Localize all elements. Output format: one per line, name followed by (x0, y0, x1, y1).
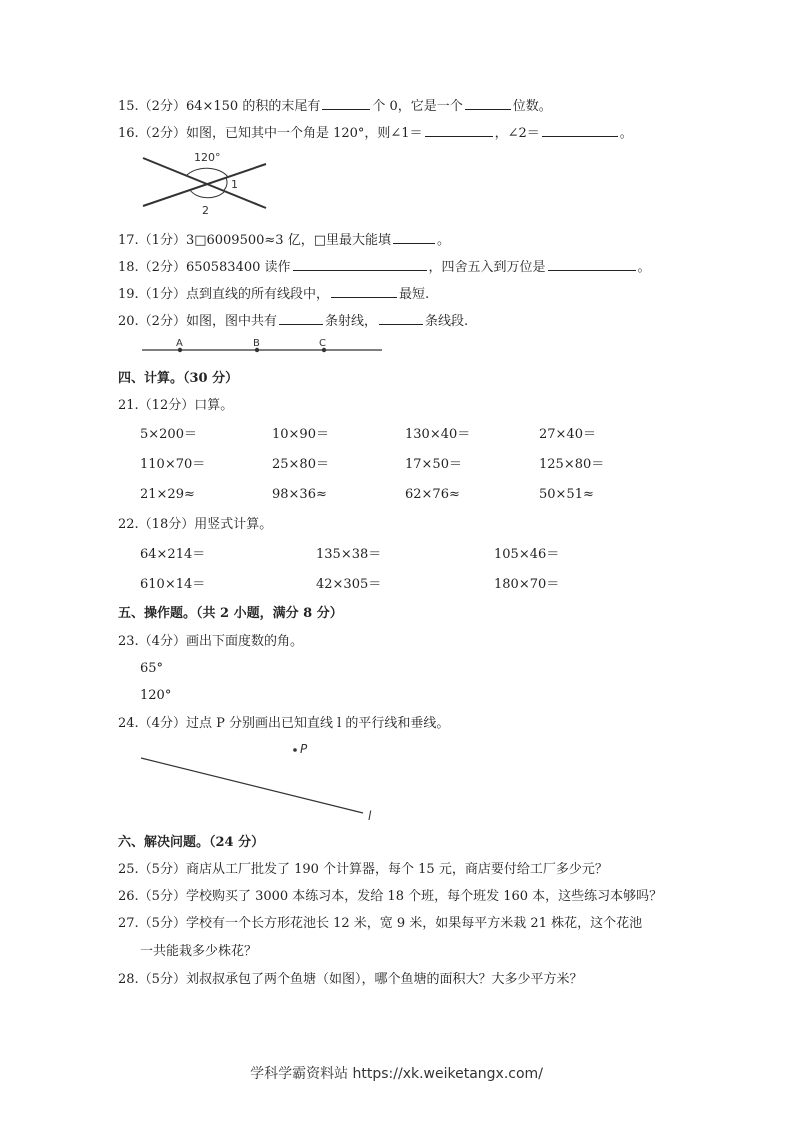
question-17-text: 17.（1分）3□6009500≈3 亿，□里最大能填 (118, 233, 391, 248)
vertical-calc-item: 42×305＝ (316, 577, 382, 592)
vertical-calc-item: 135×38＝ (316, 547, 382, 562)
oral-item: 21×29≈ (140, 487, 195, 502)
answer-blank[interactable] (393, 231, 435, 244)
question-23: 23.（4分）画出下面度数的角。 (118, 634, 303, 649)
question-19-text: 19.（1分）点到直线的所有线段中， (118, 287, 329, 302)
oral-item: 110×70＝ (140, 457, 206, 472)
section-6-heading: 六、解决问题。（24 分） (118, 835, 265, 850)
question-28: 28.（5分）刘叔叔承包了两个鱼塘（如图），哪个鱼塘的面积大？大多少平方米？ (118, 972, 583, 987)
vertical-calc-item: 64×214＝ (140, 547, 206, 562)
oral-item: 27×40＝ (539, 427, 596, 442)
question-20 (118, 312, 468, 330)
question-16-text-end: 。 (619, 126, 633, 141)
label-l: l (368, 809, 372, 823)
oral-item: 25×80＝ (272, 457, 329, 472)
question-15-text-end: 位数。 (512, 99, 552, 114)
footer-watermark: 学科学霸资料站 https://xk.weiketangx.com/ (250, 1066, 543, 1082)
question-16-text-mid: ，∠2＝ (494, 126, 540, 141)
oral-item: 10×90＝ (272, 427, 329, 442)
answer-blank[interactable] (548, 258, 636, 271)
question-15-text: 15.（2分）64×150 的积的末尾有 (118, 99, 321, 114)
section-5-heading: 五、操作题。（共 2 小题，满分 8 分） (118, 606, 343, 621)
question-18-text: 18.（2分）650583400 读作 (118, 260, 291, 275)
oral-item: 62×76≈ (405, 487, 460, 502)
question-27-continued: 一共能栽多少株花？ (140, 944, 258, 959)
label-b: B (253, 338, 260, 349)
oral-item: 50×51≈ (539, 487, 594, 502)
question-17 (118, 231, 450, 249)
vertical-calc-item: 105×46＝ (494, 547, 560, 562)
answer-blank[interactable] (379, 312, 423, 325)
intersecting-lines-figure (138, 148, 273, 218)
oral-item: 125×80＝ (539, 457, 605, 472)
answer-blank[interactable] (279, 312, 323, 325)
question-15-text-mid: 个 0，它是一个 (372, 99, 463, 114)
oral-item: 17×50＝ (405, 457, 462, 472)
answer-blank[interactable] (293, 258, 427, 271)
question-18-text-end: 。 (637, 260, 651, 275)
point-p (293, 748, 297, 752)
answer-blank[interactable] (331, 285, 397, 298)
question-22: 22.（18分）用竖式计算。 (118, 517, 273, 532)
question-17-text-end: 。 (436, 233, 450, 248)
question-16-text: 16.（2分）如图，已知其中一个角是 120°，则∠1＝ (118, 126, 423, 141)
angle-label-2: 2 (202, 204, 209, 217)
question-18 (118, 258, 651, 276)
question-20-text-mid: 条射线， (324, 314, 377, 329)
question-26: 26.（5分）学校购买了 3000 本练习本，发给 18 个班，每个班发 160 本，这些练习本够吗？ (118, 889, 663, 904)
point-and-line-figure (138, 736, 378, 824)
question-20-text-end: 条线段. (424, 314, 469, 329)
angle-120: 120° (140, 688, 172, 703)
vertical-calc-item: 180×70＝ (494, 577, 560, 592)
answer-blank[interactable] (425, 124, 493, 137)
question-27: 27.（5分）学校有一个长方形花池长 12 米，宽 9 米，如果每平方米栽 21 株花，这个花池 (118, 916, 643, 931)
question-24: 24.（4分）过点 P 分别画出已知直线 l 的平行线和垂线。 (118, 716, 450, 731)
oral-item: 130×40＝ (405, 427, 471, 442)
label-c: C (319, 338, 326, 349)
answer-blank[interactable] (542, 124, 618, 137)
section-4-heading: 四、计算。（30 分） (118, 371, 239, 386)
oral-item: 5×200＝ (140, 427, 197, 442)
answer-blank[interactable] (322, 97, 370, 110)
angle-label-1: 1 (231, 178, 238, 191)
angle-65: 65° (140, 661, 164, 676)
question-18-text-mid: ，四舍五入到万位是 (428, 260, 546, 275)
question-25: 25.（5分）商店从工厂批发了 190 个计算器，每个 15 元，商店要付给工厂多少元？ (118, 862, 608, 877)
line-l (141, 758, 363, 813)
question-15 (118, 97, 552, 115)
answer-blank[interactable] (465, 97, 511, 110)
angle-label-120: 120° (194, 151, 221, 164)
question-19 (118, 285, 429, 303)
question-16 (118, 124, 633, 142)
points-on-line-figure (140, 334, 386, 356)
vertical-calc-item: 610×14＝ (140, 577, 206, 592)
oral-item: 98×36≈ (272, 487, 327, 502)
question-19-text-end: 最短. (398, 287, 430, 302)
angle-arc-1 (224, 178, 227, 190)
question-20-text: 20.（2分）如图，图中共有 (118, 314, 277, 329)
angle-arc-2 (190, 190, 224, 198)
question-21: 21.（12分）口算。 (118, 398, 234, 413)
label-p: P (300, 742, 308, 756)
angle-arc-120 (186, 168, 228, 177)
label-a: A (176, 338, 183, 349)
